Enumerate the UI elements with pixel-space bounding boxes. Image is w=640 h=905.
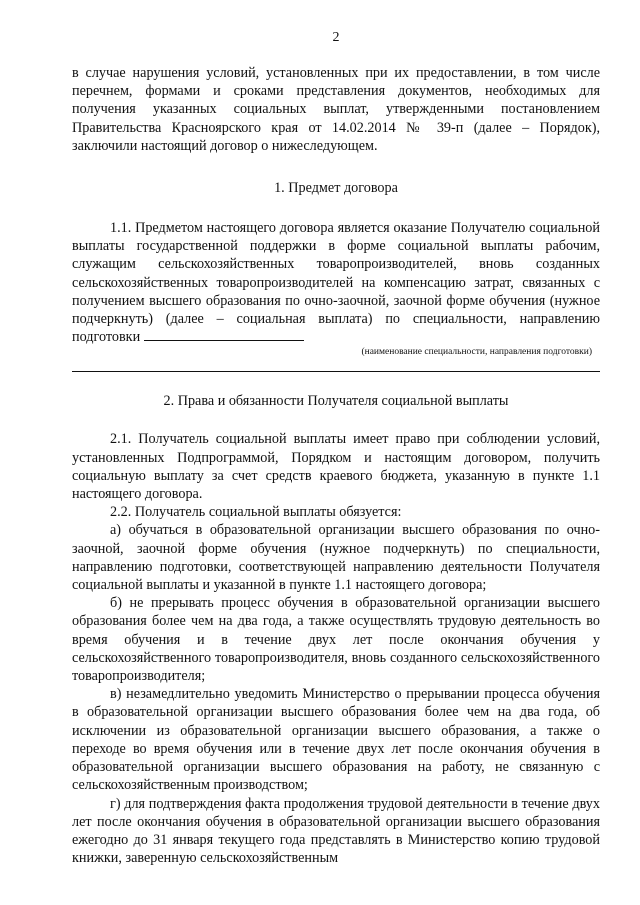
- clause-2-1: 2.1. Получатель социальной выплаты имеет право при соблюдении условий, установленных Подпрограммой, Порядком и настоящим договором, получить социальную выплату за счет средств краевого бюджета, указанную в пункте 1.1 настоящего договора.: [72, 431, 600, 503]
- clause-2-2-g: г) для подтверждения факта продолжения трудовой деятельности в течение двух лет после окончания обучения в образовательной организации высшего образования ежегодно до 31 января текущего года представлять в Министерство копию трудовой книжки, заверенную сельскохозяйственным: [72, 795, 600, 867]
- section-1-heading: 1. Предмет договора: [274, 180, 398, 197]
- specialty-hint: (наименование специальности, направления подготовки): [361, 347, 592, 358]
- specialty-fill-line: [144, 328, 304, 341]
- intro-paragraph: в случае нарушения условий, установленных при их предоставлении, в том числе перечнем, формами и сроками представления документов, необходимых для получения указанных социальных выплат, утвержденными постановлением Правительства Красноярского края от 14.02.2014 № 39-п (далее – Порядок), заключили настоящий договор о нижеследующем.: [72, 65, 600, 154]
- section-2-heading: 2. Права и обязанности Получателя социальной выплаты: [163, 393, 509, 410]
- clause-2-2-b: б) не прерывать процесс обучения в образовательной организации высшего образования более чем на два года, а также осуществлять трудовую деятельность во время обучения и в течение двух лет после окончания обучения у сельскохозяйственного товаропроизводителя, вновь созданного сельскохозяйственного товаропроизводителя;: [72, 595, 600, 685]
- specialty-blank-line: [72, 370, 600, 372]
- clause-2-2-v: в) незамедлительно уведомить Министерство о прерывании процесса обучения в образовательной организации высшего образования более чем на два года, об исключении из образовательной организации высшего образования, а также о переходе во время обучения или в течение двух лет после окончания обучения в образовательной организации высшего образования на работу, не связанную с сельскохозяйственным производством;: [72, 686, 600, 794]
- page-number: 2: [332, 30, 340, 45]
- clause-1-1-text: 1.1. Предметом настоящего договора является оказание Получателю социальной выплаты государственной поддержки в форме социальной выплаты рабочим, служащим сельскохозяйственных товаропроизводителей, вновь созданных сельскохозяйственных товаропроизводителей на компенсацию затрат, связанных с получением высшего образования по очно-заочной, заочной форме обучения (нужное подчеркнуть) (далее – социальная выплата) по специальности, направлению подготовки: [72, 220, 600, 346]
- clause-2-2: 2.2. Получатель социальной выплаты обязуется:: [110, 504, 402, 521]
- clause-1-1: [72, 219, 600, 346]
- clause-2-2-a: а) обучаться в образовательной организации высшего образования по очно-заочной, заочной форме обучения (нужное подчеркнуть) по специальности, направлению подготовки, соответствующей направлению деятельности Получателя социальной выплаты и указанной в пункте 1.1 настоящего договора;: [72, 522, 600, 594]
